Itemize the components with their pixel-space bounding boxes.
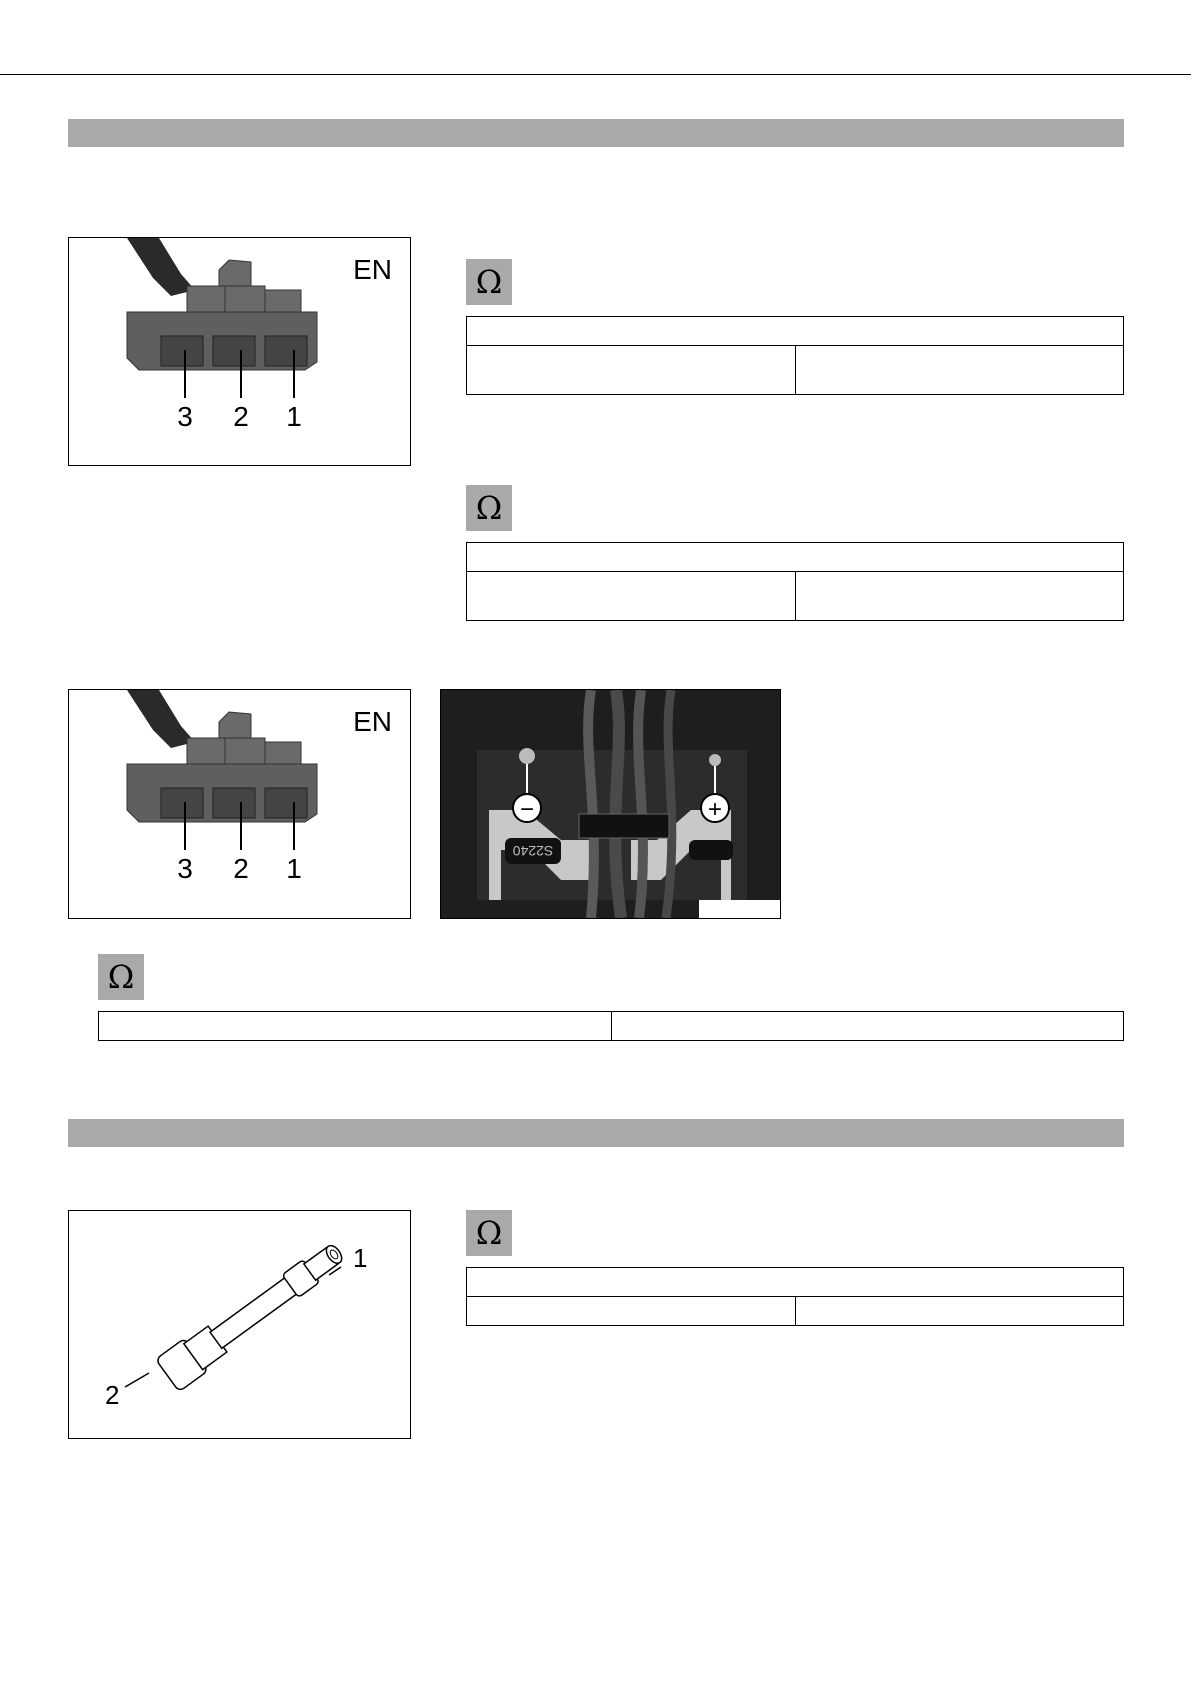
spec-table-1 — [466, 316, 1124, 395]
callout-2: 2 — [105, 1380, 120, 1410]
connector-figure-1 — [68, 237, 411, 466]
spec-table-cell — [467, 1297, 796, 1326]
connector-illustration — [69, 238, 410, 465]
spec-table-header — [467, 543, 1124, 572]
spec-table-4 — [466, 1267, 1124, 1326]
pin-label-2: 2 — [233, 853, 249, 884]
connector-figure-2 — [68, 689, 411, 919]
spec-table-cell — [467, 346, 796, 395]
callout-1: 1 — [353, 1243, 368, 1273]
spec-table-3 — [98, 1011, 1124, 1041]
negative-terminal-label: − — [519, 796, 535, 823]
ohm-icon: Ω — [98, 954, 144, 1000]
spec-table-cell — [467, 572, 796, 621]
figure-label: EN — [353, 706, 392, 737]
spec-table-header — [467, 1268, 1124, 1297]
spec-table-cell — [795, 346, 1124, 395]
connector-illustration — [69, 690, 410, 918]
figure-label: EN — [353, 254, 392, 285]
pin-label-2: 2 — [233, 401, 249, 432]
spec-table-cell — [795, 572, 1124, 621]
ohm-icon: Ω — [466, 259, 512, 305]
spec-table-2 — [466, 542, 1124, 621]
spec-table-cell — [99, 1012, 612, 1041]
sensor-illustration — [69, 1211, 410, 1438]
pin-label-1: 1 — [286, 853, 302, 884]
battery-stamp: S2240 — [512, 843, 554, 859]
spec-table-cell — [795, 1297, 1124, 1326]
pin-label-3: 3 — [177, 853, 193, 884]
spec-table-header — [467, 317, 1124, 346]
ohm-icon: Ω — [466, 485, 512, 531]
section-header-bar-2 — [68, 1119, 1124, 1147]
pin-label-1: 1 — [286, 401, 302, 432]
section-header-bar-1 — [68, 119, 1124, 147]
battery-illustration — [441, 690, 780, 918]
battery-photo — [440, 689, 781, 919]
pin-label-3: 3 — [177, 401, 193, 432]
ohm-icon: Ω — [466, 1210, 512, 1256]
sensor-figure — [68, 1210, 411, 1439]
top-rule — [0, 74, 1191, 75]
spec-table-cell — [611, 1012, 1124, 1041]
positive-terminal-label: + — [707, 796, 723, 823]
